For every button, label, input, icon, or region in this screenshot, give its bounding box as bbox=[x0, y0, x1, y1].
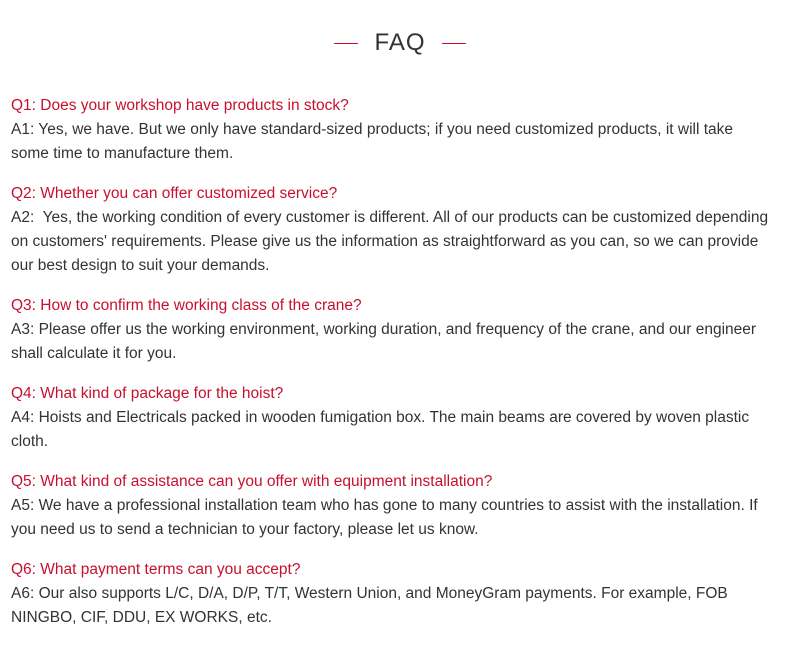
faq-question: Q6: What payment terms can you accept? bbox=[11, 561, 301, 578]
faq-question: Q3: How to confirm the working class of the crane? bbox=[11, 297, 362, 314]
faq-item-3 bbox=[11, 294, 771, 366]
faq-item-2 bbox=[11, 182, 771, 278]
faq-question: Q4: What kind of package for the hoist? bbox=[11, 385, 284, 402]
faq-question: Q5: What kind of assistance can you offer with equipment installation? bbox=[11, 473, 493, 490]
faq-answer: A3: Please offer us the working environment, working duration, and frequency of the crane, and our engineer shall calculate it for you. bbox=[11, 321, 761, 362]
faq-answer: A2: Yes, the working condition of every customer is different. All of our products can be customized depending on customers' requirements. Please give us the information as straightforward as you can, so we can provide our best design to suit your demands. bbox=[11, 209, 773, 274]
faq-answer: A5: We have a professional installation team who has gone to many countries to assist with the installation. If you need us to send a technician to your factory, please let us know. bbox=[11, 497, 763, 538]
faq-question: Q2: Whether you can offer customized service? bbox=[11, 185, 338, 202]
faq-answer: A4: Hoists and Electricals packed in wooden fumigation box. The main beams are covered by woven plastic cloth. bbox=[11, 409, 754, 450]
faq-item-6 bbox=[11, 558, 771, 630]
faq-answer: A1: Yes, we have. But we only have standard-sized products; if you need customized products, it will take some time to manufacture them. bbox=[11, 121, 738, 162]
faq-item-1 bbox=[11, 94, 771, 166]
faq-question: Q1: Does your workshop have products in stock? bbox=[11, 97, 349, 114]
title-right-rule bbox=[442, 43, 466, 44]
faq-item-4 bbox=[11, 382, 771, 454]
faq-list bbox=[11, 94, 771, 646]
faq-answer: A6: Our also supports L/C, D/A, D/P, T/T, Western Union, and MoneyGram payments. For example, FOB NINGBO, CIF, DDU, EX WORKS, etc. bbox=[11, 585, 733, 626]
page-title: FAQ bbox=[374, 29, 426, 56]
title-left-rule bbox=[334, 43, 358, 44]
faq-header bbox=[0, 26, 800, 60]
faq-item-5 bbox=[11, 470, 771, 542]
